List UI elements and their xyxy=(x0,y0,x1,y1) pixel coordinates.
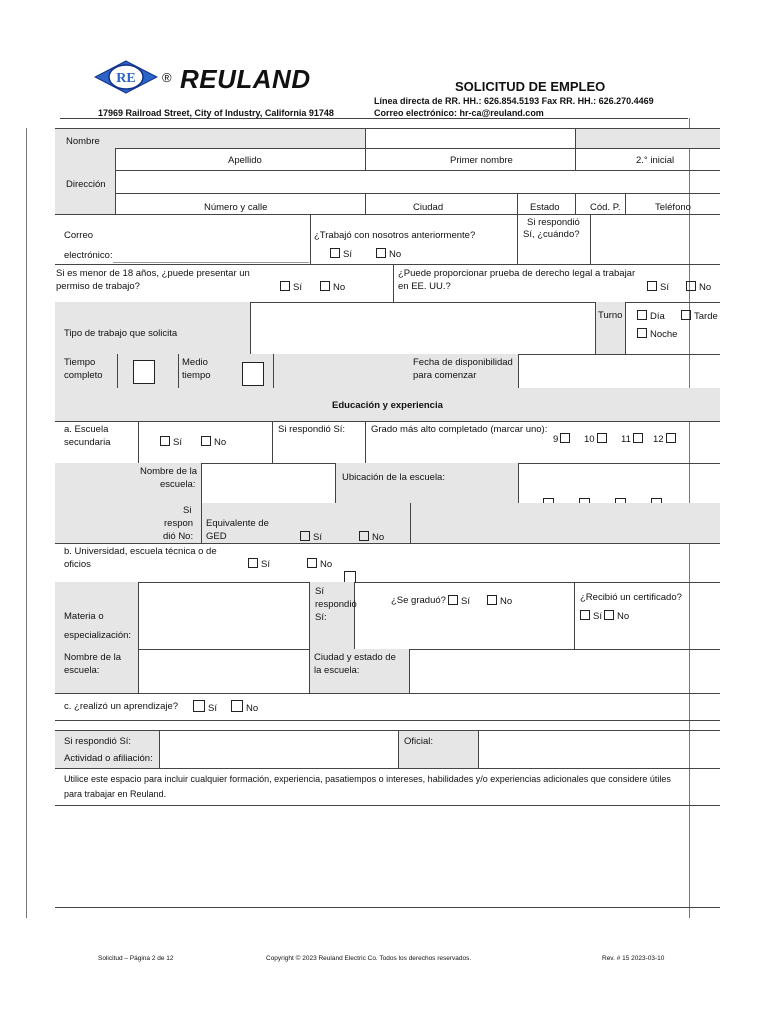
label-si-resp-no-2: respon xyxy=(164,518,194,529)
hr-phone-line: Línea directa de RR. HH.: 626.854.5193 Fax RR. HH.: 626.270.4469 xyxy=(374,96,654,106)
label-escuela-1: a. Escuela xyxy=(64,424,109,435)
logo-letters: RE xyxy=(116,71,136,86)
label-prueba-1: ¿Puede proporcionar prueba de derecho legal a trabajar xyxy=(398,268,636,279)
label-si-respondio-si: Si respondió Sí: xyxy=(278,424,346,435)
secundaria-si-checkbox[interactable] xyxy=(160,436,182,449)
label-nombre-escuela-1: Nombre de la xyxy=(140,466,198,477)
certificado-no-checkbox[interactable] xyxy=(604,610,629,623)
label-si-resp-univ-1: Sí xyxy=(315,586,324,597)
hr-email-line: Correo electrónico: hr-ca@reuland.com xyxy=(374,108,544,118)
label-telefono: Teléfono xyxy=(655,202,691,213)
label-ciudad: Ciudad xyxy=(413,202,444,213)
trabajo-antes-si-checkbox[interactable] xyxy=(330,248,352,261)
label-tipo-trabajo: Tipo de trabajo que solicita xyxy=(64,328,178,339)
graduo-no-label: No xyxy=(500,596,513,607)
label-nombre-esc-b-1: Nombre de la xyxy=(64,652,122,663)
turno-dia-label: Día xyxy=(650,311,665,322)
turno-noche-label: Noche xyxy=(650,329,678,340)
footer-copyright: Copyright © 2023 Reuland Electric Co. Todos los derechos reservados. xyxy=(266,955,472,962)
graduo-si-checkbox[interactable] xyxy=(448,595,470,608)
label-fecha-disp-2: para comenzar xyxy=(413,370,477,381)
label-si-resp-univ-2: respondió xyxy=(315,599,357,610)
label-nombre-escuela-2: escuela: xyxy=(160,479,196,490)
grade-12-checkbox[interactable] xyxy=(653,433,679,446)
label-correo-1: Correo xyxy=(64,230,94,241)
label-ged-2: GED xyxy=(206,531,227,542)
label-materia-1: Materia o xyxy=(64,611,104,622)
grade-10-checkbox[interactable] xyxy=(584,433,610,446)
grade-9-checkbox[interactable] xyxy=(553,433,573,446)
universidad-si-label: Sí xyxy=(261,559,270,570)
section-title-educacion: Educación y experiencia xyxy=(332,400,443,411)
label-universidad-1: b. Universidad, escuela técnica o de xyxy=(64,546,217,557)
label-numero-calle: Número y calle xyxy=(204,202,268,213)
label-inicial: 2.° inicial xyxy=(636,155,675,166)
prueba-si-label: Sí xyxy=(660,282,669,293)
label-apellido: Apellido xyxy=(228,155,262,166)
turno-tarde-checkbox[interactable] xyxy=(681,310,718,323)
label-si-respondio-1: Si respondió xyxy=(527,217,580,228)
secundaria-no-label: No xyxy=(214,437,227,448)
universidad-no-label: No xyxy=(320,559,333,570)
ged-no-label: No xyxy=(372,532,385,543)
brand-name: REULAND xyxy=(180,64,311,94)
label-tiempo-completo-1: Tiempo xyxy=(64,357,96,368)
prueba-si-checkbox[interactable] xyxy=(647,281,669,294)
medio-tiempo-checkbox[interactable] xyxy=(242,362,264,386)
footer-page: Solicitud – Página 2 de 12 xyxy=(98,955,174,962)
label-turno: Turno xyxy=(598,310,623,321)
label-cod-postal: Cód. P. xyxy=(590,202,621,213)
label-si-resp-no-3: dió No: xyxy=(163,531,194,542)
graduo-si-label: Sí xyxy=(461,596,470,607)
turno-tarde-label: Tarde xyxy=(694,311,718,322)
universidad-si-checkbox[interactable] xyxy=(248,558,270,571)
label-si-resp-univ-3: Sí: xyxy=(315,612,327,623)
graduo-no-checkbox[interactable] xyxy=(487,595,512,608)
label-primer-nombre: Primer nombre xyxy=(450,155,513,166)
grade-9-label: 9 xyxy=(553,434,559,445)
registered-mark: ® xyxy=(162,70,172,85)
label-certificado: ¿Recibió un certificado? xyxy=(580,592,682,603)
label-tiempo-completo-2: completo xyxy=(64,370,103,381)
prueba-no-checkbox[interactable] xyxy=(686,281,711,294)
menor-si-label: Sí xyxy=(293,282,302,293)
turno-dia-checkbox[interactable] xyxy=(637,310,665,323)
trabajo-antes-si-label: Sí xyxy=(343,249,352,260)
menor-si-checkbox[interactable] xyxy=(280,281,302,294)
label-correo-2: electrónico: xyxy=(64,250,113,261)
label-actividad: Actividad o afiliación: xyxy=(64,753,153,764)
secundaria-si-label: Sí xyxy=(173,437,182,448)
label-menor-2: permiso de trabajo? xyxy=(56,281,140,292)
label-ged-1: Equivalente de xyxy=(206,518,269,529)
label-utilice-2: para trabajar en Reuland. xyxy=(64,789,167,799)
secundaria-no-checkbox[interactable] xyxy=(201,436,226,449)
label-se-graduo: ¿Se graduó? xyxy=(391,595,446,606)
trabajo-antes-no-checkbox[interactable] xyxy=(376,248,401,261)
label-estado: Estado xyxy=(530,202,560,213)
certificado-si-checkbox[interactable] xyxy=(580,610,602,623)
label-prueba-2: en EE. UU.? xyxy=(398,281,451,292)
menor-no-checkbox[interactable] xyxy=(320,281,345,294)
certificado-no-label: No xyxy=(617,611,630,622)
label-universidad-2: oficios xyxy=(64,559,91,570)
company-logo xyxy=(94,60,158,94)
label-direccion: Dirección xyxy=(66,179,106,190)
form-title: SOLICITUD DE EMPLEO xyxy=(455,79,606,94)
grade-11-checkbox[interactable] xyxy=(621,433,646,446)
label-ubicacion: Ubicación de la escuela: xyxy=(342,472,445,483)
footer-rev: Rev. # 15 2023-03-10 xyxy=(602,955,665,962)
trabajo-antes-no-label: No xyxy=(389,249,402,260)
certificado-si-label: Sí xyxy=(593,611,602,622)
aprendizaje-no-checkbox[interactable] xyxy=(231,700,258,715)
label-ciudad-estado-2: la escuela: xyxy=(314,665,360,676)
ged-no-checkbox[interactable] xyxy=(359,531,384,544)
prueba-no-label: No xyxy=(699,282,712,293)
label-aprendizaje: c. ¿realizó un aprendizaje? xyxy=(64,701,179,712)
menor-no-label: No xyxy=(333,282,346,293)
label-trabajo-antes: ¿Trabajó con nosotros anteriormente? xyxy=(314,230,476,241)
label-medio-tiempo-1: Medio xyxy=(182,357,208,368)
label-si-respondio-2: Sí, ¿cuándo? xyxy=(523,229,580,240)
ged-si-checkbox[interactable] xyxy=(300,531,322,544)
ged-si-label: Sí xyxy=(313,532,322,543)
label-medio-tiempo-2: tiempo xyxy=(182,370,211,381)
label-si-respondio-si-2: Si respondió Sí: xyxy=(64,736,132,747)
label-si-resp-no-1: Si xyxy=(183,505,192,516)
aprendizaje-si-checkbox[interactable] xyxy=(193,700,217,715)
label-menor-1: Si es menor de 18 años, ¿puede presentar un xyxy=(56,268,250,279)
grade-12-label: 12 xyxy=(653,434,664,445)
label-oficial: Oficial: xyxy=(404,736,434,747)
turno-noche-checkbox[interactable] xyxy=(637,328,677,341)
label-nombre: Nombre xyxy=(66,136,100,147)
label-grado: Grado más alto completado (marcar uno): xyxy=(371,424,548,435)
label-nombre-esc-b-2: escuela: xyxy=(64,665,100,676)
label-ciudad-estado-1: Ciudad y estado de xyxy=(314,652,396,663)
aprendizaje-si-label: Sí xyxy=(208,703,217,714)
universidad-no-checkbox[interactable] xyxy=(307,558,332,571)
label-materia-2: especialización: xyxy=(64,630,132,641)
label-fecha-disp-1: Fecha de disponibilidad xyxy=(413,357,513,368)
tiempo-completo-checkbox[interactable] xyxy=(133,360,155,384)
company-address: 17969 Railroad Street, City of Industry, California 91748 xyxy=(98,108,334,118)
grade-10-label: 10 xyxy=(584,434,595,445)
aprendizaje-no-label: No xyxy=(246,703,259,714)
label-escuela-2: secundaria xyxy=(64,437,111,448)
label-utilice-1: Utilice este espacio para incluir cualquier formación, experiencia, pasatiempos o intereses, habilidades y/o experiencias adicionales que considere útiles xyxy=(64,774,671,784)
grade-11-label: 11 xyxy=(621,434,631,445)
